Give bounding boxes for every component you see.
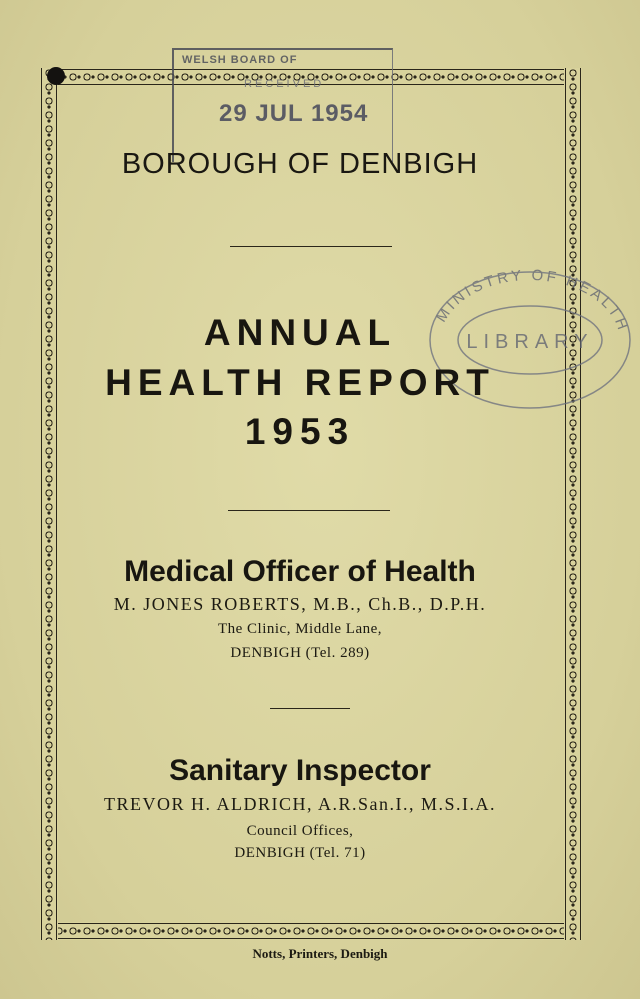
sanitary-inspector-address-line2: DENBIGH (Tel. 71) <box>234 845 366 861</box>
received-stamp-label: RECEIVED <box>244 78 325 90</box>
punch-hole <box>47 67 65 85</box>
received-stamp-header: WELSH BOARD OF <box>182 54 298 66</box>
divider-rule <box>228 510 390 511</box>
library-stamp-ring-text: MINISTRY OF HEALTH <box>432 266 632 335</box>
medical-officer-address-line1: The Clinic, Middle Lane, <box>217 621 383 637</box>
medical-officer-name: M. JONES ROBERTS, M.B., Ch.B., D.P.H. <box>113 594 487 614</box>
report-title-line1: ANNUAL <box>203 312 397 353</box>
sanitary-inspector-role: Sanitary Inspector <box>169 754 431 787</box>
borough-heading: BOROUGH OF DENBIGH <box>121 148 479 180</box>
report-year: 1953 <box>244 411 356 452</box>
divider-rule <box>270 708 350 709</box>
library-stamp-center-text: LIBRARY <box>466 331 594 353</box>
ornamental-border-bottom <box>40 922 582 940</box>
medical-officer-address-line2: DENBIGH (Tel. 289) <box>230 645 370 661</box>
printer-credit: Notts, Printers, Denbigh <box>252 946 388 961</box>
sanitary-inspector-name: TREVOR H. ALDRICH, A.R.San.I., M.S.I.A. <box>103 794 497 814</box>
report-title-line2: HEALTH REPORT <box>105 362 495 403</box>
received-stamp <box>172 48 393 162</box>
sanitary-inspector-address-line1: Council Offices, <box>246 823 354 839</box>
ornamental-border-right <box>564 68 582 940</box>
received-stamp-date: 29 JUL 1954 <box>219 100 369 127</box>
medical-officer-role: Medical Officer of Health <box>124 555 476 588</box>
divider-rule <box>230 246 392 247</box>
